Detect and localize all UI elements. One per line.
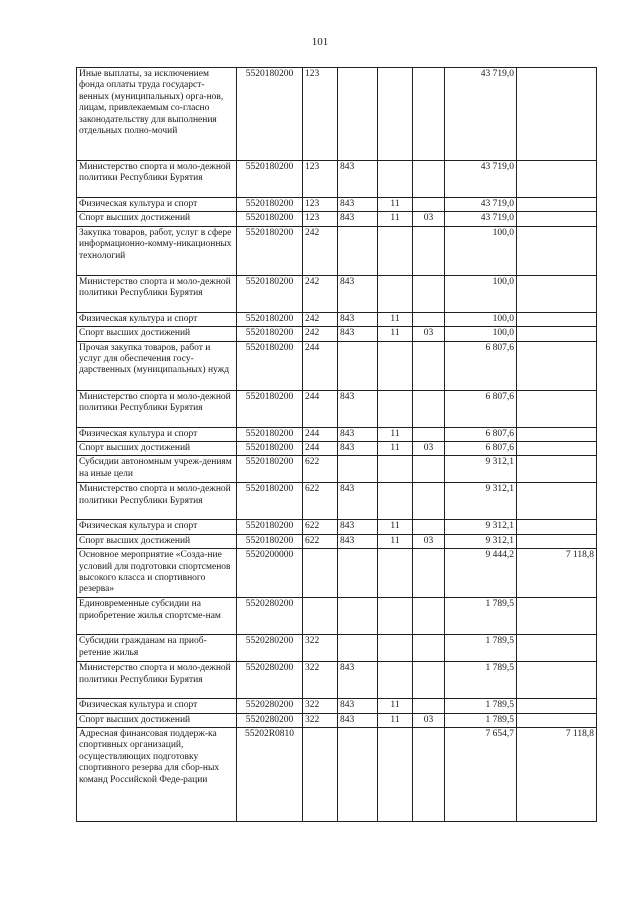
section-code: 11	[378, 312, 413, 326]
target-article-code: 5520280200	[237, 713, 303, 727]
section-code: 11	[378, 327, 413, 341]
expense-type-code: 244	[303, 390, 338, 427]
amount-total: 9 312,1	[445, 483, 517, 520]
table-row	[77, 427, 597, 441]
amount-federal	[517, 456, 597, 483]
row-name: Министерство спорта и моло-дежной политики Республики Бурятия	[77, 662, 237, 699]
amount-federal	[517, 212, 597, 226]
section-code: 11	[378, 520, 413, 534]
ministry-code: 843	[338, 534, 378, 548]
expense-type-code: 242	[303, 226, 338, 275]
amount-federal	[517, 390, 597, 427]
amount-federal	[517, 341, 597, 390]
amount-federal	[517, 226, 597, 275]
section-code: 11	[378, 427, 413, 441]
table-row	[77, 713, 597, 727]
row-name: Физическая культура и спорт	[77, 198, 237, 212]
section-code	[378, 341, 413, 390]
ministry-code: 843	[338, 483, 378, 520]
amount-total: 6 807,6	[445, 390, 517, 427]
table-row	[77, 635, 597, 662]
section-code	[378, 456, 413, 483]
target-article-code: 5520180200	[237, 275, 303, 312]
amount-total: 43 719,0	[445, 212, 517, 226]
subsection-code	[413, 699, 445, 713]
target-article-code: 5520280200	[237, 635, 303, 662]
amount-total: 6 807,6	[445, 442, 517, 456]
row-name: Министерство спорта и моло-дежной политики Республики Бурятия	[77, 390, 237, 427]
row-name: Физическая культура и спорт	[77, 520, 237, 534]
expense-type-code: 123	[303, 161, 338, 198]
amount-total: 43 719,0	[445, 198, 517, 212]
section-code	[378, 598, 413, 635]
amount-total: 7 654,7	[445, 728, 517, 822]
subsection-code: 03	[413, 713, 445, 727]
table-row	[77, 68, 597, 161]
table-row	[77, 226, 597, 275]
amount-federal	[517, 442, 597, 456]
row-name: Спорт высших достижений	[77, 534, 237, 548]
table-row	[77, 520, 597, 534]
section-code	[378, 635, 413, 662]
target-article-code: 5520180200	[237, 226, 303, 275]
table-row	[77, 327, 597, 341]
amount-total: 43 719,0	[445, 161, 517, 198]
row-name: Спорт высших достижений	[77, 442, 237, 456]
row-name: Субсидии автономным учреж-дениям на иные цели	[77, 456, 237, 483]
table-body	[77, 68, 597, 822]
expense-type-code: 123	[303, 198, 338, 212]
section-code	[378, 390, 413, 427]
row-name: Спорт высших достижений	[77, 212, 237, 226]
amount-federal	[517, 699, 597, 713]
subsection-code	[413, 456, 445, 483]
section-code: 11	[378, 212, 413, 226]
amount-federal	[517, 198, 597, 212]
ministry-code: 843	[338, 662, 378, 699]
section-code	[378, 275, 413, 312]
target-article-code: 5520180200	[237, 456, 303, 483]
amount-total: 100,0	[445, 275, 517, 312]
ministry-code	[338, 635, 378, 662]
subsection-code: 03	[413, 534, 445, 548]
ministry-code	[338, 456, 378, 483]
ministry-code: 843	[338, 327, 378, 341]
expense-type-code: 622	[303, 534, 338, 548]
ministry-code: 843	[338, 390, 378, 427]
target-article-code: 5520280200	[237, 662, 303, 699]
row-name: Единовременные субсидии на приобретение жилья спортсме-нам	[77, 598, 237, 635]
expense-type-code: 244	[303, 341, 338, 390]
subsection-code: 03	[413, 212, 445, 226]
amount-federal	[517, 275, 597, 312]
table-row	[77, 534, 597, 548]
expense-type-code: 242	[303, 312, 338, 326]
target-article-code: 5520280200	[237, 699, 303, 713]
expense-type-code: 242	[303, 275, 338, 312]
target-article-code: 5520180200	[237, 161, 303, 198]
row-name: Адресная финансовая поддерж-ка спортивных организаций, осуществляющих подготовку спортивного резерва для сбор-ных команд Российской Феде-рации	[77, 728, 237, 822]
table-row	[77, 728, 597, 822]
ministry-code: 843	[338, 275, 378, 312]
ministry-code	[338, 598, 378, 635]
expense-type-code: 123	[303, 68, 338, 161]
subsection-code	[413, 161, 445, 198]
amount-total: 6 807,6	[445, 341, 517, 390]
section-code	[378, 549, 413, 598]
subsection-code: 03	[413, 327, 445, 341]
page-number: 101	[311, 36, 329, 48]
subsection-code	[413, 68, 445, 161]
amount-federal	[517, 635, 597, 662]
amount-federal	[517, 520, 597, 534]
section-code	[378, 68, 413, 161]
subsection-code	[413, 549, 445, 598]
expense-type-code: 123	[303, 212, 338, 226]
expense-type-code: 242	[303, 327, 338, 341]
amount-federal	[517, 662, 597, 699]
amount-total: 100,0	[445, 312, 517, 326]
row-name: Основное мероприятие «Созда-ние условий для подготовки спортсменов высокого класса и спортивного резерва»	[77, 549, 237, 598]
amount-total: 1 789,5	[445, 635, 517, 662]
row-name: Физическая культура и спорт	[77, 699, 237, 713]
expense-type-code: 322	[303, 662, 338, 699]
expense-type-code: 322	[303, 699, 338, 713]
amount-total: 9 312,1	[445, 520, 517, 534]
expense-type-code: 622	[303, 456, 338, 483]
expense-type-code: 244	[303, 442, 338, 456]
section-code	[378, 728, 413, 822]
amount-total: 100,0	[445, 327, 517, 341]
section-code: 11	[378, 534, 413, 548]
subsection-code	[413, 198, 445, 212]
amount-federal: 7 118,8	[517, 728, 597, 822]
expense-type-code: 622	[303, 520, 338, 534]
budget-table	[76, 67, 597, 822]
row-name: Министерство спорта и моло-дежной политики Республики Бурятия	[77, 161, 237, 198]
amount-federal	[517, 327, 597, 341]
ministry-code: 843	[338, 699, 378, 713]
amount-federal	[517, 427, 597, 441]
amount-federal	[517, 534, 597, 548]
ministry-code	[338, 728, 378, 822]
target-article-code: 55202R0810	[237, 728, 303, 822]
ministry-code: 843	[338, 198, 378, 212]
section-code	[378, 226, 413, 275]
subsection-code	[413, 483, 445, 520]
expense-type-code	[303, 728, 338, 822]
target-article-code: 5520180200	[237, 442, 303, 456]
row-name: Физическая культура и спорт	[77, 312, 237, 326]
target-article-code: 5520180200	[237, 198, 303, 212]
expense-type-code	[303, 549, 338, 598]
target-article-code: 5520180200	[237, 327, 303, 341]
amount-total: 1 789,5	[445, 662, 517, 699]
subsection-code	[413, 275, 445, 312]
ministry-code: 843	[338, 442, 378, 456]
amount-total: 43 719,0	[445, 68, 517, 161]
section-code	[378, 662, 413, 699]
target-article-code: 5520180200	[237, 341, 303, 390]
row-name: Иные выплаты, за исключением фонда оплаты труда государст-венных (муниципальных) орга-нов, лицам, привлекаемым со-гласно законодательству для выполнения отдельных полно-мочий	[77, 68, 237, 161]
subsection-code	[413, 598, 445, 635]
amount-total: 6 807,6	[445, 427, 517, 441]
table-row	[77, 161, 597, 198]
target-article-code: 5520180200	[237, 483, 303, 520]
ministry-code: 843	[338, 212, 378, 226]
row-name: Физическая культура и спорт	[77, 427, 237, 441]
amount-total: 1 789,5	[445, 598, 517, 635]
row-name: Министерство спорта и моло-дежной политики Республики Бурятия	[77, 483, 237, 520]
subsection-code	[413, 635, 445, 662]
table-row	[77, 312, 597, 326]
section-code	[378, 161, 413, 198]
ministry-code: 843	[338, 520, 378, 534]
section-code: 11	[378, 198, 413, 212]
section-code: 11	[378, 699, 413, 713]
section-code: 11	[378, 442, 413, 456]
table-row	[77, 341, 597, 390]
table-row	[77, 442, 597, 456]
row-name: Закупка товаров, работ, услуг в сфере информационно-комму-никационных технологий	[77, 226, 237, 275]
section-code	[378, 483, 413, 520]
subsection-code	[413, 341, 445, 390]
ministry-code: 843	[338, 312, 378, 326]
amount-total: 9 444,2	[445, 549, 517, 598]
table-row	[77, 198, 597, 212]
subsection-code	[413, 390, 445, 427]
target-article-code: 5520180200	[237, 427, 303, 441]
amount-total: 1 789,5	[445, 713, 517, 727]
table-row	[77, 549, 597, 598]
amount-total: 9 312,1	[445, 456, 517, 483]
target-article-code: 5520180200	[237, 520, 303, 534]
target-article-code: 5520180200	[237, 534, 303, 548]
amount-federal: 7 118,8	[517, 549, 597, 598]
amount-federal	[517, 598, 597, 635]
amount-total: 100,0	[445, 226, 517, 275]
row-name: Министерство спорта и моло-дежной политики Республики Бурятия	[77, 275, 237, 312]
amount-federal	[517, 161, 597, 198]
expense-type-code	[303, 598, 338, 635]
subsection-code: 03	[413, 442, 445, 456]
ministry-code	[338, 226, 378, 275]
expense-type-code: 244	[303, 427, 338, 441]
row-name: Спорт высших достижений	[77, 327, 237, 341]
table-row	[77, 212, 597, 226]
target-article-code: 5520200000	[237, 549, 303, 598]
amount-total: 1 789,5	[445, 699, 517, 713]
subsection-code	[413, 662, 445, 699]
ministry-code	[338, 341, 378, 390]
ministry-code: 843	[338, 427, 378, 441]
subsection-code	[413, 728, 445, 822]
table-row	[77, 662, 597, 699]
table-row	[77, 598, 597, 635]
target-article-code: 5520180200	[237, 68, 303, 161]
subsection-code	[413, 312, 445, 326]
ministry-code: 843	[338, 713, 378, 727]
subsection-code	[413, 520, 445, 534]
row-name: Прочая закупка товаров, работ и услуг для обеспечения госу-дарственных (муниципальных) нужд	[77, 341, 237, 390]
target-article-code: 5520180200	[237, 390, 303, 427]
target-article-code: 5520180200	[237, 312, 303, 326]
subsection-code	[413, 427, 445, 441]
expense-type-code: 322	[303, 635, 338, 662]
table-row	[77, 699, 597, 713]
amount-federal	[517, 312, 597, 326]
row-name: Субсидии гражданам на приоб-ретение жилья	[77, 635, 237, 662]
table-row	[77, 390, 597, 427]
amount-federal	[517, 713, 597, 727]
amount-total: 9 312,1	[445, 534, 517, 548]
section-code: 11	[378, 713, 413, 727]
table-row	[77, 275, 597, 312]
ministry-code	[338, 68, 378, 161]
expense-type-code: 622	[303, 483, 338, 520]
ministry-code: 843	[338, 161, 378, 198]
subsection-code	[413, 226, 445, 275]
row-name: Спорт высших достижений	[77, 713, 237, 727]
amount-federal	[517, 483, 597, 520]
ministry-code	[338, 549, 378, 598]
table-row	[77, 483, 597, 520]
expense-type-code: 322	[303, 713, 338, 727]
target-article-code: 5520280200	[237, 598, 303, 635]
table-row	[77, 456, 597, 483]
amount-federal	[517, 68, 597, 161]
target-article-code: 5520180200	[237, 212, 303, 226]
